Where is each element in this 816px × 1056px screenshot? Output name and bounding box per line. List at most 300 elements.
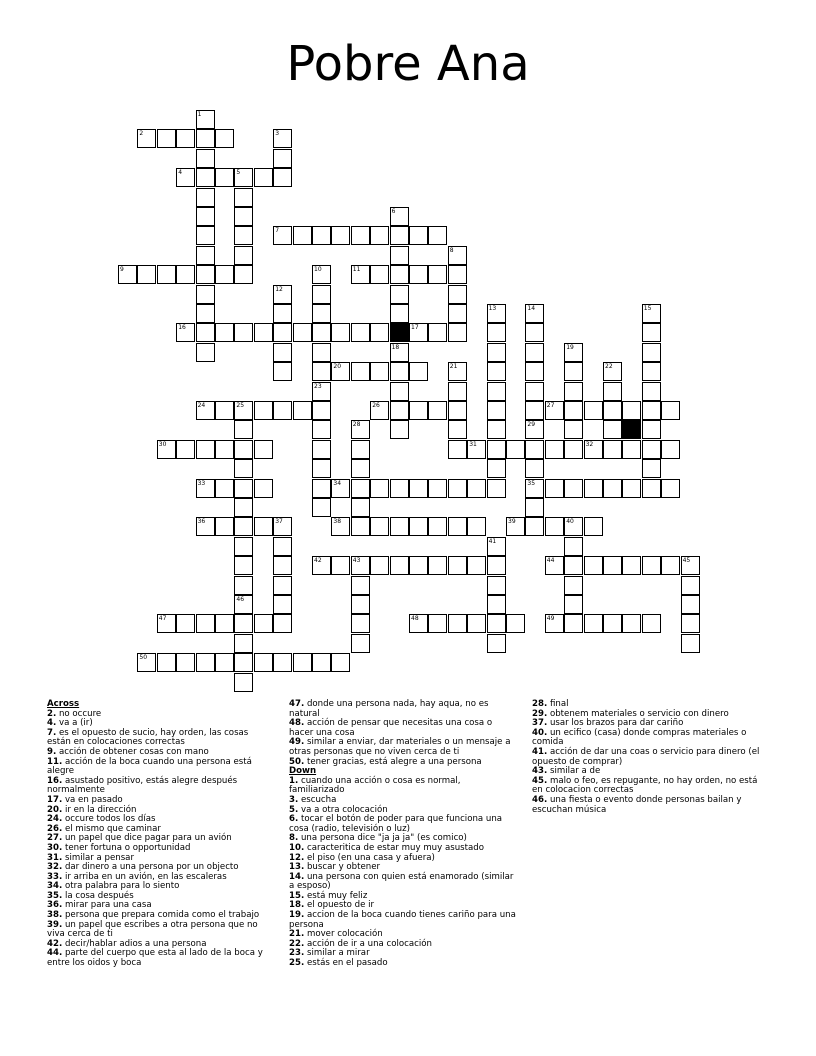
grid-cell[interactable] [390,362,409,381]
grid-cell[interactable] [525,304,544,323]
grid-cell[interactable] [234,634,253,653]
grid-cell[interactable] [428,614,447,633]
grid-cell[interactable] [273,517,292,536]
grid-cell[interactable] [448,420,467,439]
grid-cell[interactable] [351,595,370,614]
grid-cell[interactable] [564,479,583,498]
grid-cell[interactable] [390,265,409,284]
grid-cell[interactable] [234,614,253,633]
grid-cell[interactable] [506,440,525,459]
grid-cell[interactable] [234,653,253,672]
grid-cell[interactable] [370,323,389,342]
grid-cell[interactable] [487,595,506,614]
grid-cell[interactable] [661,556,680,575]
grid-cell[interactable] [351,226,370,245]
grid-cell[interactable] [525,420,544,439]
grid-cell[interactable] [351,420,370,439]
grid-cell[interactable] [196,343,215,362]
grid-cell[interactable] [564,440,583,459]
grid-cell[interactable] [564,595,583,614]
grid-cell[interactable] [273,576,292,595]
grid-cell[interactable] [215,168,234,187]
grid-cell[interactable] [331,226,350,245]
grid-cell[interactable] [390,517,409,536]
grid-cell[interactable] [642,362,661,381]
grid-cell[interactable] [312,440,331,459]
grid-cell[interactable] [215,129,234,148]
clue-number: 24 [197,402,206,409]
grid-cell[interactable] [196,110,215,129]
grid-cell[interactable] [487,576,506,595]
clue-number: 37 [275,518,283,526]
grid-cell[interactable] [390,304,409,323]
grid-cell[interactable] [584,517,603,536]
grid-cell[interactable] [564,420,583,439]
grid-cell[interactable] [506,517,525,536]
grid-cell[interactable] [273,323,292,342]
clue-number: 25. [289,958,305,969]
grid-cell[interactable] [661,440,680,459]
grid-cell[interactable] [234,401,253,420]
grid-cell[interactable] [506,614,525,633]
clue-text: mover colocación [304,929,383,940]
grid-cell[interactable] [254,168,273,187]
grid-cell[interactable] [525,517,544,536]
grid-cell[interactable] [642,614,661,633]
grid-cell[interactable] [273,653,292,672]
grid-cell[interactable] [293,226,312,245]
grid-cell[interactable] [409,265,428,284]
grid-cell[interactable] [137,265,156,284]
grid-cell[interactable] [312,323,331,342]
grid-cell[interactable] [254,323,273,342]
grid-cell[interactable] [196,304,215,323]
grid-cell[interactable] [564,343,583,362]
grid-cell[interactable] [681,556,700,575]
grid-cell[interactable] [273,343,292,362]
grid-cell[interactable] [603,440,622,459]
grid-cell[interactable] [196,517,215,536]
grid-cell[interactable] [331,517,350,536]
grid-cell[interactable] [176,129,195,148]
grid-cell[interactable] [370,517,389,536]
grid-cell[interactable] [196,323,215,342]
grid-cell[interactable] [487,382,506,401]
grid-cell[interactable] [137,129,156,148]
across-clue [47,758,272,777]
grid-cell[interactable] [584,614,603,633]
grid-cell[interactable] [564,614,583,633]
grid-cell[interactable] [390,246,409,265]
grid-cell[interactable] [545,479,564,498]
grid-cell[interactable] [564,401,583,420]
grid-cell[interactable] [603,614,622,633]
grid-cell[interactable] [273,168,292,187]
grid-cell[interactable] [234,673,253,692]
clue-number: 41 [488,537,497,545]
grid-cell[interactable] [448,401,467,420]
grid-cell[interactable] [642,420,661,439]
grid-cell[interactable] [273,401,292,420]
grid-cell[interactable] [409,401,428,420]
grid-cell[interactable] [448,323,467,342]
grid-cell[interactable] [234,188,253,207]
grid-cell[interactable] [428,323,447,342]
grid-cell[interactable] [467,479,486,498]
grid-cell[interactable] [681,595,700,614]
grid-cell[interactable] [545,517,564,536]
grid-cell[interactable] [176,168,195,187]
grid-cell[interactable] [681,576,700,595]
grid-cell[interactable] [312,479,331,498]
grid-cell[interactable] [293,653,312,672]
grid-cell[interactable] [351,634,370,653]
grid-cell[interactable] [196,440,215,459]
grid-cell[interactable] [564,382,583,401]
grid-cell[interactable] [409,362,428,381]
grid-cell[interactable] [331,323,350,342]
grid-cell[interactable] [254,479,273,498]
grid-cell[interactable] [176,440,195,459]
grid-cell[interactable] [681,634,700,653]
grid-cell[interactable] [234,226,253,245]
grid-cell[interactable] [390,420,409,439]
grid-cell[interactable] [176,323,195,342]
grid-cell[interactable] [487,343,506,362]
grid-cell[interactable] [273,129,292,148]
clue-number: 31 [469,440,477,448]
grid-cell[interactable] [525,343,544,362]
grid-cell[interactable] [215,440,234,459]
grid-cell[interactable] [525,362,544,381]
grid-cell[interactable] [487,459,506,478]
grid-cell[interactable] [622,556,641,575]
grid-cell[interactable] [196,207,215,226]
grid-cell[interactable] [234,207,253,226]
grid-cell[interactable] [234,556,253,575]
grid-cell[interactable] [428,265,447,284]
clue-text: dar dinero a una persona por un objecto [62,862,239,873]
grid-cell[interactable] [448,285,467,304]
grid-cell[interactable] [351,479,370,498]
grid-cell[interactable] [642,479,661,498]
grid-cell[interactable] [525,382,544,401]
grid-cell[interactable] [273,285,292,304]
grid-cell[interactable] [215,265,234,284]
grid-cell[interactable] [312,556,331,575]
grid-cell[interactable] [487,362,506,381]
grid-cell[interactable] [448,265,467,284]
grid-cell[interactable] [176,614,195,633]
grid-cell[interactable] [234,537,253,556]
grid-cell[interactable] [681,614,700,633]
grid-cell[interactable] [196,149,215,168]
grid-cell[interactable] [370,265,389,284]
grid-cell[interactable] [642,459,661,478]
grid-cell[interactable] [545,440,564,459]
grid-cell[interactable] [196,168,215,187]
grid-cell[interactable] [525,498,544,517]
clue-text: tocar el botón de poder para que funciona una cosa (radio, televisión o luz) [289,814,503,834]
puzzle-title: Pobre Ana [286,36,530,92]
grid-cell[interactable] [448,556,467,575]
grid-cell[interactable] [642,556,661,575]
grid-cell[interactable] [487,537,506,556]
grid-cell[interactable] [196,653,215,672]
grid-cell[interactable] [312,226,331,245]
grid-cell[interactable] [622,614,641,633]
grid-cell[interactable] [661,479,680,498]
grid-cell[interactable] [661,401,680,420]
grid-cell[interactable] [176,653,195,672]
grid-cell[interactable] [273,362,292,381]
clue-number: 19 [566,343,574,351]
grid-cell[interactable] [196,401,215,420]
grid-cell[interactable] [467,556,486,575]
grid-cell[interactable] [487,556,506,575]
grid-cell[interactable] [312,382,331,401]
grid-cell[interactable] [254,440,273,459]
grid-cell[interactable] [157,614,176,633]
grid-cell[interactable] [196,479,215,498]
grid-cell[interactable] [487,479,506,498]
grid-cell[interactable] [234,576,253,595]
grid-cell[interactable] [254,614,273,633]
grid-cell[interactable] [273,226,292,245]
grid-cell[interactable] [564,556,583,575]
grid-cell[interactable] [603,362,622,381]
grid-cell[interactable] [351,459,370,478]
grid-cell[interactable] [622,440,641,459]
grid-cell[interactable] [642,304,661,323]
grid-cell[interactable] [448,440,467,459]
grid-cell[interactable] [351,614,370,633]
grid-cell[interactable] [409,226,428,245]
grid-cell[interactable] [351,440,370,459]
grid-cell[interactable] [370,401,389,420]
grid-cell[interactable] [215,614,234,633]
grid-cell[interactable] [467,517,486,536]
grid-cell[interactable] [196,129,215,148]
grid-cell[interactable] [409,614,428,633]
grid-cell[interactable] [351,323,370,342]
grid-cell[interactable] [525,459,544,478]
grid-cell[interactable] [487,614,506,633]
grid-cell[interactable] [390,382,409,401]
grid-cell[interactable] [331,653,350,672]
clue-number: 31. [47,852,63,863]
grid-cell[interactable] [293,401,312,420]
grid-cell[interactable] [157,653,176,672]
grid-cell[interactable] [370,479,389,498]
grid-cell[interactable] [215,401,234,420]
clue-number: 9. [47,746,57,757]
grid-cell[interactable] [642,401,661,420]
grid-cell[interactable] [234,595,253,614]
grid-cell[interactable] [603,420,622,439]
grid-cell[interactable] [196,265,215,284]
grid-cell[interactable] [622,401,641,420]
grid-cell[interactable] [234,440,253,459]
grid-cell[interactable] [545,556,564,575]
grid-cell[interactable] [234,265,253,284]
grid-cell[interactable] [642,343,661,362]
grid-cell[interactable] [351,517,370,536]
grid-cell[interactable] [409,323,428,342]
grid-cell[interactable] [448,479,467,498]
grid-cell[interactable] [273,304,292,323]
grid-cell[interactable] [564,517,583,536]
grid-cell[interactable] [525,479,544,498]
grid-cell[interactable] [603,382,622,401]
grid-cell[interactable] [448,517,467,536]
grid-cell[interactable] [312,362,331,381]
grid-cell[interactable] [312,285,331,304]
grid-cell[interactable] [487,304,506,323]
grid-cell[interactable] [448,614,467,633]
grid-cell[interactable] [390,343,409,362]
grid-cell[interactable] [525,440,544,459]
grid-cell[interactable] [584,556,603,575]
grid-cell[interactable] [525,401,544,420]
grid-cell[interactable] [234,168,253,187]
grid-cell[interactable] [409,479,428,498]
grid-cell[interactable] [351,362,370,381]
grid-cell[interactable] [351,556,370,575]
grid-cell[interactable] [487,634,506,653]
grid-cell[interactable] [370,362,389,381]
grid-cell[interactable] [312,420,331,439]
grid-cell[interactable] [215,479,234,498]
grid-cell[interactable] [525,323,544,342]
grid-cell[interactable] [564,362,583,381]
grid-cell[interactable] [642,382,661,401]
grid-cell[interactable] [215,517,234,536]
grid-cell[interactable] [642,440,661,459]
grid-cell[interactable] [312,459,331,478]
grid-cell[interactable] [390,207,409,226]
grid-cell[interactable] [293,323,312,342]
grid-cell[interactable] [196,246,215,265]
grid-cell[interactable] [409,556,428,575]
grid-cell[interactable] [390,226,409,245]
grid-cell[interactable] [254,653,273,672]
grid-cell[interactable] [234,420,253,439]
clue-number: 10. [289,842,305,853]
grid-cell[interactable] [273,149,292,168]
grid-cell[interactable] [234,517,253,536]
grid-cell[interactable] [545,401,564,420]
grid-cell[interactable] [273,614,292,633]
grid-cell[interactable] [351,576,370,595]
clue-text: el mismo que caminar [62,823,161,834]
grid-cell[interactable] [331,556,350,575]
grid-cell[interactable] [312,653,331,672]
grid-cell[interactable] [312,304,331,323]
grid-cell[interactable] [312,498,331,517]
grid-cell[interactable] [312,401,331,420]
grid-cell[interactable] [176,265,195,284]
grid-cell[interactable] [157,440,176,459]
grid-cell[interactable] [487,401,506,420]
grid-cell[interactable] [487,323,506,342]
grid-cell[interactable] [409,517,428,536]
grid-cell[interactable] [564,576,583,595]
grid-cell[interactable] [370,556,389,575]
grid-cell[interactable] [487,420,506,439]
grid-cell[interactable] [137,653,156,672]
grid-cell[interactable] [448,382,467,401]
grid-cell[interactable] [351,265,370,284]
grid-cell[interactable] [603,479,622,498]
clue-text: acción de pensar que necesitas una cosa o hacer una cosa [289,718,493,738]
grid-cell[interactable] [331,479,350,498]
grid-cell[interactable] [487,440,506,459]
grid-cell[interactable] [564,537,583,556]
grid-cell[interactable] [312,265,331,284]
grid-cell[interactable] [234,498,253,517]
grid-cell[interactable] [390,401,409,420]
grid-cell[interactable] [467,440,486,459]
grid-cell[interactable] [196,226,215,245]
grid-cell[interactable] [351,498,370,517]
grid-cell[interactable] [390,285,409,304]
grid-cell[interactable] [584,440,603,459]
grid-cell[interactable] [390,556,409,575]
grid-cell[interactable] [273,595,292,614]
grid-cell[interactable] [584,401,603,420]
grid-cell[interactable] [234,246,253,265]
clue-number: 3. [289,794,299,805]
grid-cell[interactable] [196,614,215,633]
grid-cell[interactable] [428,401,447,420]
grid-cell[interactable] [196,188,215,207]
grid-cell[interactable] [234,459,253,478]
grid-cell[interactable] [273,537,292,556]
grid-cell[interactable] [642,323,661,342]
grid-cell[interactable] [428,479,447,498]
grid-cell[interactable] [467,614,486,633]
grid-cell[interactable] [118,265,137,284]
grid-cell[interactable] [254,517,273,536]
grid-cell[interactable] [584,479,603,498]
grid-cell[interactable] [603,556,622,575]
grid-cell[interactable] [603,401,622,420]
grid-cell[interactable] [234,479,253,498]
grid-cell[interactable] [448,304,467,323]
grid-cell[interactable] [273,556,292,575]
grid-cell[interactable] [331,362,350,381]
grid-cell[interactable] [215,653,234,672]
grid-cell[interactable] [390,479,409,498]
grid-cell[interactable] [234,323,253,342]
clue-text: tener gracias, está alegre a una persona [304,756,482,767]
grid-cell[interactable] [448,362,467,381]
grid-cell[interactable] [545,614,564,633]
grid-cell[interactable] [428,226,447,245]
grid-cell[interactable] [312,343,331,362]
grid-cell[interactable] [622,479,641,498]
grid-cell[interactable] [196,285,215,304]
grid-cell[interactable] [428,556,447,575]
grid-cell[interactable] [157,129,176,148]
grid-cell[interactable] [370,226,389,245]
grid-cell[interactable] [215,323,234,342]
grid-cell[interactable] [254,401,273,420]
grid-cell[interactable] [448,246,467,265]
grid-cell[interactable] [157,265,176,284]
grid-cell[interactable] [428,517,447,536]
